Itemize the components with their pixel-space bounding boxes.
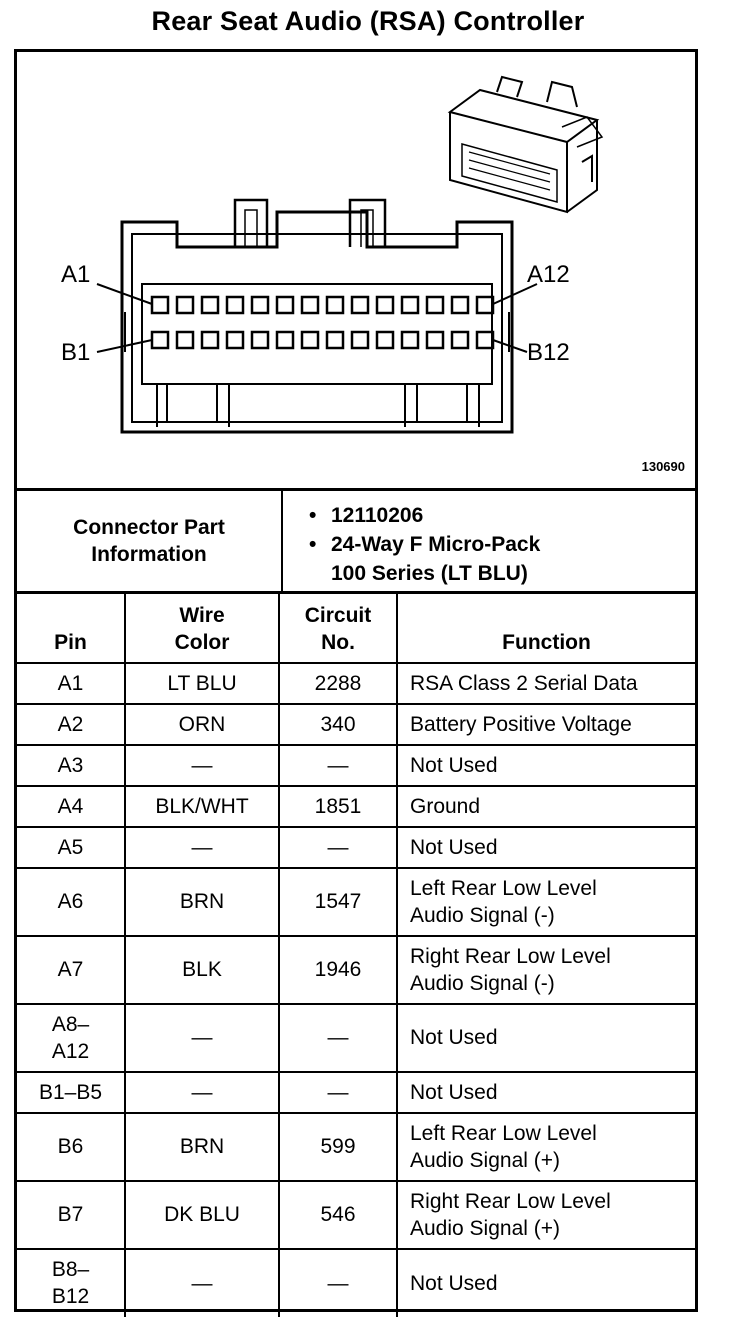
table-row <box>17 1004 695 1072</box>
circuit-number-cell: — <box>279 1004 397 1072</box>
connector-part-info-label <box>17 491 283 591</box>
pin-cavities <box>152 297 493 348</box>
table-row <box>17 1113 695 1181</box>
pin-cell: B7 <box>17 1181 125 1249</box>
description-line2: 100 Series (LT BLU) <box>331 562 528 585</box>
wire-color-cell: — <box>125 1072 279 1113</box>
function-cell: Right Rear Low Level Audio Signal (-) <box>397 936 695 1004</box>
pin-table-header <box>17 593 695 663</box>
function-cell: Left Rear Low Level Audio Signal (+) <box>397 1113 695 1181</box>
function-cell: Right Rear Low Level Audio Signal (+) <box>397 1181 695 1249</box>
pin-cell: B8– B12 <box>17 1249 125 1317</box>
part-number: 12110206 <box>331 504 424 527</box>
table-row <box>17 704 695 745</box>
table-row <box>17 936 695 1004</box>
header-pin: Pin <box>17 593 125 663</box>
pin-cell: A2 <box>17 704 125 745</box>
figure-number: 130690 <box>641 459 685 474</box>
function-cell: Not Used <box>397 1072 695 1113</box>
pin-label-b1: B1 <box>61 339 91 366</box>
pin-label-a12: A12 <box>527 261 570 288</box>
bullet-icon: • <box>309 504 317 527</box>
wire-color-cell: ORN <box>125 704 279 745</box>
circuit-number-cell: 340 <box>279 704 397 745</box>
connector-part-information <box>17 488 695 591</box>
connector-diagram <box>17 52 695 488</box>
function-cell: RSA Class 2 Serial Data <box>397 663 695 704</box>
table-row <box>17 1072 695 1113</box>
wire-color-cell: DK BLU <box>125 1181 279 1249</box>
pin-cell: A5 <box>17 827 125 868</box>
pin-table <box>17 591 695 1317</box>
circuit-number-cell: 1547 <box>279 868 397 936</box>
function-cell: Not Used <box>397 1004 695 1072</box>
table-row <box>17 663 695 704</box>
pin-label-a1: A1 <box>61 261 91 288</box>
table-row <box>17 745 695 786</box>
table-row <box>17 1249 695 1317</box>
header-wire-color: Wire Color <box>125 593 279 663</box>
circuit-number-cell: 546 <box>279 1181 397 1249</box>
table-row <box>17 868 695 936</box>
info-label-line2: Information <box>91 543 207 566</box>
pin-cell: A4 <box>17 786 125 827</box>
circuit-number-cell: — <box>279 827 397 868</box>
wire-color-cell: BLK/WHT <box>125 786 279 827</box>
wire-color-cell: — <box>125 827 279 868</box>
part-number-item <box>309 501 695 530</box>
wire-color-cell: BRN <box>125 868 279 936</box>
header-function: Function <box>397 593 695 663</box>
wire-color-cell: — <box>125 1004 279 1072</box>
description-item <box>309 530 695 588</box>
circuit-number-cell: — <box>279 745 397 786</box>
function-cell: Not Used <box>397 745 695 786</box>
pin-cell: A6 <box>17 868 125 936</box>
wire-color-cell: — <box>125 745 279 786</box>
pin-cell: A7 <box>17 936 125 1004</box>
connector-face-drawing <box>17 52 695 488</box>
circuit-number-cell: — <box>279 1072 397 1113</box>
circuit-number-cell: 1946 <box>279 936 397 1004</box>
table-row <box>17 827 695 868</box>
table-row <box>17 1181 695 1249</box>
circuit-number-cell: — <box>279 1249 397 1317</box>
connector-isometric-sketch <box>450 77 602 212</box>
wire-color-cell: — <box>125 1249 279 1317</box>
function-cell: Ground <box>397 786 695 827</box>
circuit-number-cell: 2288 <box>279 663 397 704</box>
function-cell: Left Rear Low Level Audio Signal (-) <box>397 868 695 936</box>
function-cell: Battery Positive Voltage <box>397 704 695 745</box>
header-circuit-no: Circuit No. <box>279 593 397 663</box>
circuit-number-cell: 599 <box>279 1113 397 1181</box>
function-cell: Not Used <box>397 827 695 868</box>
connector-part-info-values <box>283 491 695 591</box>
page-title: Rear Seat Audio (RSA) Controller <box>151 6 585 36</box>
pin-cell: A8– A12 <box>17 1004 125 1072</box>
function-cell: Not Used <box>397 1249 695 1317</box>
table-row <box>17 786 695 827</box>
pin-cell: B6 <box>17 1113 125 1181</box>
info-label-line1: Connector Part <box>73 516 225 539</box>
wire-color-cell: BRN <box>125 1113 279 1181</box>
pin-cell: B1–B5 <box>17 1072 125 1113</box>
circuit-number-cell: 1851 <box>279 786 397 827</box>
pin-label-b12: B12 <box>527 339 570 366</box>
connector-sheet <box>14 49 698 1312</box>
wire-color-cell: LT BLU <box>125 663 279 704</box>
pin-cell: A3 <box>17 745 125 786</box>
wire-color-cell: BLK <box>125 936 279 1004</box>
bullet-icon: • <box>309 533 317 556</box>
pin-cell: A1 <box>17 663 125 704</box>
description-line1: 24-Way F Micro-Pack <box>331 533 541 556</box>
